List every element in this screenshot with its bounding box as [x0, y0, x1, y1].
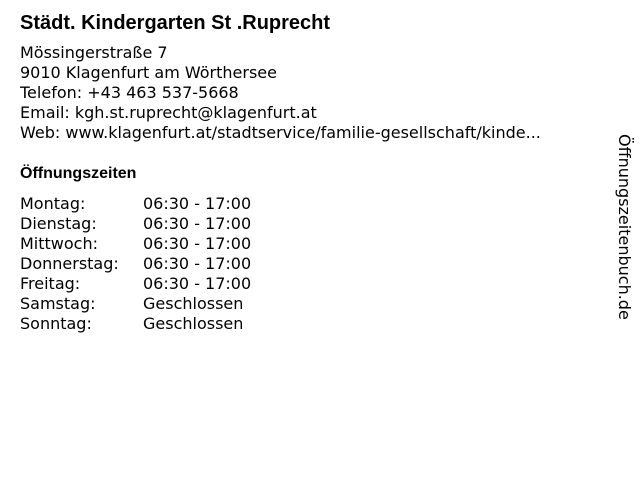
site-watermark-label: Öffnungszeitenbuch.de	[615, 134, 634, 320]
address-city: 9010 Klagenfurt am Wörthersee	[20, 63, 277, 82]
phone-number: Telefon: +43 463 537-5668	[20, 83, 239, 102]
hours-row-monday	[20, 194, 251, 214]
hours-time: Geschlossen	[143, 294, 244, 313]
hours-time: 06:30 - 17:00	[143, 214, 252, 233]
opening-hours-table	[20, 194, 251, 334]
hours-day: Montag:	[20, 194, 86, 213]
hours-row-sunday	[20, 314, 251, 334]
hours-day: Dienstag:	[20, 214, 97, 233]
hours-time: Geschlossen	[143, 314, 244, 333]
opening-hours-heading: Öffnungszeiten	[20, 165, 137, 182]
hours-row-tuesday	[20, 214, 251, 234]
hours-row-thursday	[20, 254, 251, 274]
hours-day: Freitag:	[20, 274, 81, 293]
hours-time: 06:30 - 17:00	[143, 274, 252, 293]
hours-day: Samstag:	[20, 294, 96, 313]
hours-day: Sonntag:	[20, 314, 92, 333]
website-url: Web: www.klagenfurt.at/stadtservice/familie-gesellschaft/kinde...	[20, 123, 541, 142]
contact-block	[20, 43, 600, 143]
hours-time: 06:30 - 17:00	[143, 254, 252, 273]
hours-time: 06:30 - 17:00	[143, 234, 252, 253]
hours-row-wednesday	[20, 234, 251, 254]
hours-day: Donnerstag:	[20, 254, 119, 273]
address-street: Mössingerstraße 7	[20, 43, 168, 62]
page-title: Städt. Kindergarten St .Ruprecht	[20, 12, 331, 34]
hours-time: 06:30 - 17:00	[143, 194, 252, 213]
hours-row-friday	[20, 274, 251, 294]
hours-row-saturday	[20, 294, 251, 314]
email-address: Email: kgh.st.ruprecht@klagenfurt.at	[20, 103, 317, 122]
hours-day: Mittwoch:	[20, 234, 98, 253]
